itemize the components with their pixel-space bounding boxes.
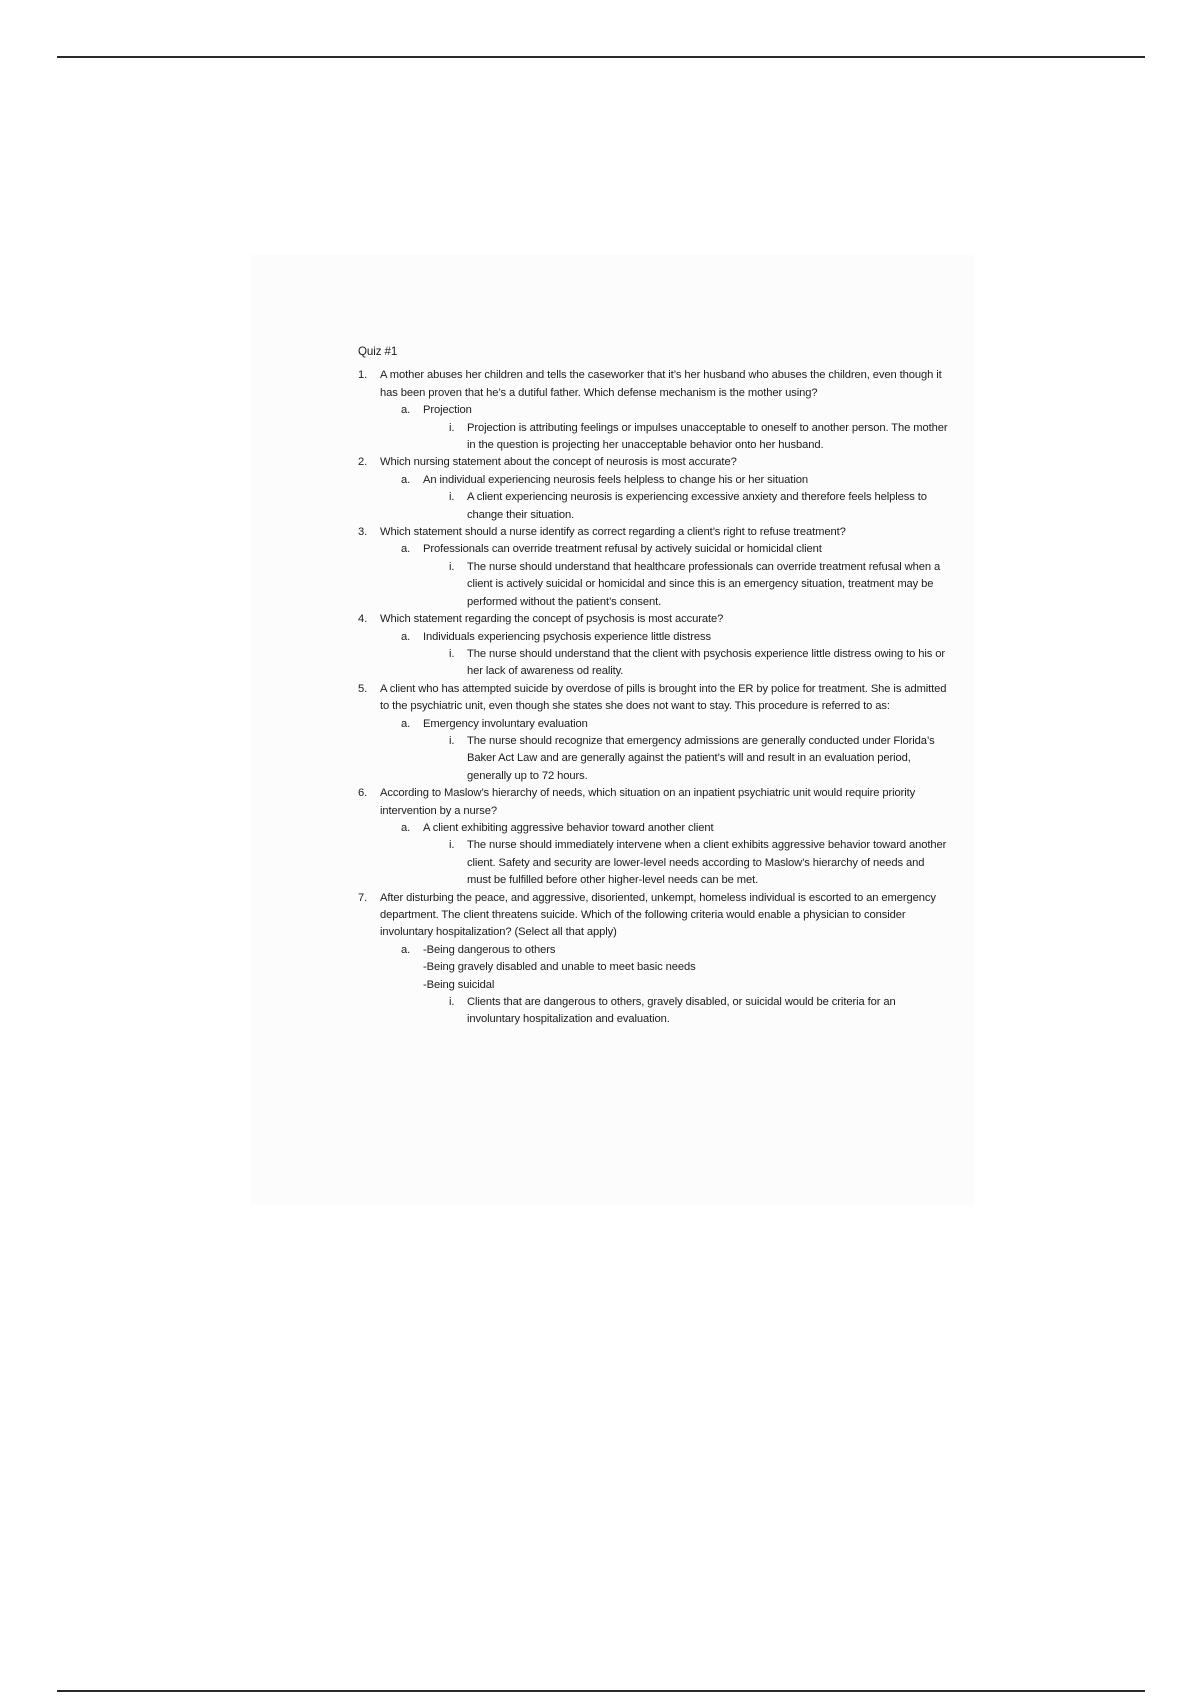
- question-number: 7.: [358, 891, 368, 904]
- answer-text: An individual experiencing neurosis feels helpless to change his or her situation: [423, 473, 808, 486]
- answer-text: Professionals can override treatment refusal by actively suicidal or homicidal client: [423, 543, 822, 556]
- explanation-text: The nurse should understand that healthcare professionals can override treatment refusal when a client is actively suicidal or homicidal and since this is an emergency situation, treatment may be performed without the patient’s consent.: [467, 560, 941, 608]
- answer-text: Emergency involuntary evaluation: [423, 717, 588, 730]
- explanation-marker: i.: [449, 996, 455, 1009]
- answer-2: [358, 472, 948, 489]
- page-header-rule: [57, 56, 1145, 58]
- answer-3: [358, 541, 948, 558]
- answer-line: -Being gravely disabled and unable to meet basic needs: [423, 961, 696, 974]
- question-text: According to Maslow’s hierarchy of needs, which situation on an inpatient psychiatric unit would require priority intervention by a nurse?: [380, 787, 916, 817]
- answer-7: [358, 942, 948, 994]
- explanation-5: [358, 733, 948, 785]
- question-7: [358, 890, 948, 942]
- answer-marker: a.: [401, 821, 411, 834]
- explanation-6: [358, 837, 948, 889]
- explanation-3: [358, 559, 948, 611]
- explanation-marker: i.: [449, 421, 455, 434]
- question-5: [358, 681, 948, 716]
- explanation-7: [358, 994, 948, 1029]
- question-text: Which statement regarding the concept of psychosis is most accurate?: [380, 613, 724, 626]
- answer-text: Individuals experiencing psychosis experience little distress: [423, 630, 712, 643]
- question-number: 4.: [358, 613, 368, 626]
- answer-marker: a.: [401, 717, 411, 730]
- question-3: [358, 524, 948, 541]
- quiz-title: Quiz #1: [358, 345, 398, 358]
- question-number: 3.: [358, 526, 368, 539]
- explanation-marker: i.: [449, 491, 455, 504]
- answer-line: -Being dangerous to others: [423, 943, 556, 956]
- answer-marker: a.: [401, 630, 411, 643]
- explanation-text: The nurse should recognize that emergency admissions are generally conducted under Florida’s Baker Act Law and are generally against the patient’s will and result in an evaluation period, generally up to 72 hours.: [467, 734, 935, 782]
- explanation-text: Clients that are dangerous to others, gravely disabled, or suicidal would be criteria for an involuntary hospitalization and evaluation.: [467, 996, 896, 1026]
- explanation-text: The nurse should immediately intervene when a client exhibits aggressive behavior toward another client. Safety and security are lower-level needs according to Maslow’s hierarchy of needs and must be fulfilled before other higher-level needs can be met.: [467, 839, 947, 887]
- explanation-marker: i.: [449, 560, 455, 573]
- question-number: 2.: [358, 456, 368, 469]
- explanation-2: [358, 489, 948, 524]
- explanation-marker: i.: [449, 647, 455, 660]
- question-text: Which statement should a nurse identify as correct regarding a client’s right to refuse treatment?: [380, 526, 846, 539]
- explanation-marker: i.: [449, 839, 455, 852]
- question-4: [358, 611, 948, 628]
- answer-marker: a.: [401, 543, 411, 556]
- answer-marker: a.: [401, 404, 411, 417]
- question-number: 5.: [358, 682, 368, 695]
- answer-4: [358, 629, 948, 646]
- answer-1: [358, 402, 948, 419]
- question-1: [358, 367, 948, 402]
- question-text: After disturbing the peace, and aggressive, disoriented, unkempt, homeless individual is escorted to an emergency department. The client threatens suicide. Which of the following criteria would enable a physician to consider involuntary hospitalization? (Select all that apply): [380, 891, 936, 939]
- explanation-marker: i.: [449, 734, 455, 747]
- explanation-1: [358, 420, 948, 455]
- answer-marker: a.: [401, 943, 411, 956]
- answer-text: A client exhibiting aggressive behavior toward another client: [423, 821, 714, 834]
- question-2: [358, 454, 948, 471]
- answer-5: [358, 716, 948, 733]
- question-6: [358, 785, 948, 820]
- question-number: 1.: [358, 369, 368, 382]
- question-text: A client who has attempted suicide by overdose of pills is brought into the ER by police for treatment. She is admitted to the psychiatric unit, even though she states she does not want to stay. This procedure is referred to as:: [380, 682, 947, 713]
- explanation-text: The nurse should understand that the client with psychosis experience little distress owing to his or her lack of awareness od reality.: [467, 647, 946, 678]
- answer-marker: a.: [401, 473, 411, 486]
- quiz-document: [358, 343, 948, 1029]
- question-text: A mother abuses her children and tells the caseworker that it’s her husband who abuses the children, even though it has been proven that he’s a dutiful father. Which defense mechanism is the mother using?: [380, 369, 942, 399]
- explanation-text: Projection is attributing feelings or impulses unacceptable to oneself to another person. The mother in the question is projecting her unacceptable behavior onto her husband.: [467, 421, 948, 452]
- explanation-4: [358, 646, 948, 681]
- question-number: 6.: [358, 787, 368, 800]
- answer-6: [358, 820, 948, 837]
- answer-text: Projection: [423, 404, 472, 417]
- question-text: Which nursing statement about the concept of neurosis is most accurate?: [380, 456, 737, 469]
- explanation-text: A client experiencing neurosis is experiencing excessive anxiety and therefore feels helpless to change their situation.: [467, 491, 927, 521]
- answer-line: -Being suicidal: [423, 978, 495, 991]
- page-footer-rule: [57, 1690, 1145, 1692]
